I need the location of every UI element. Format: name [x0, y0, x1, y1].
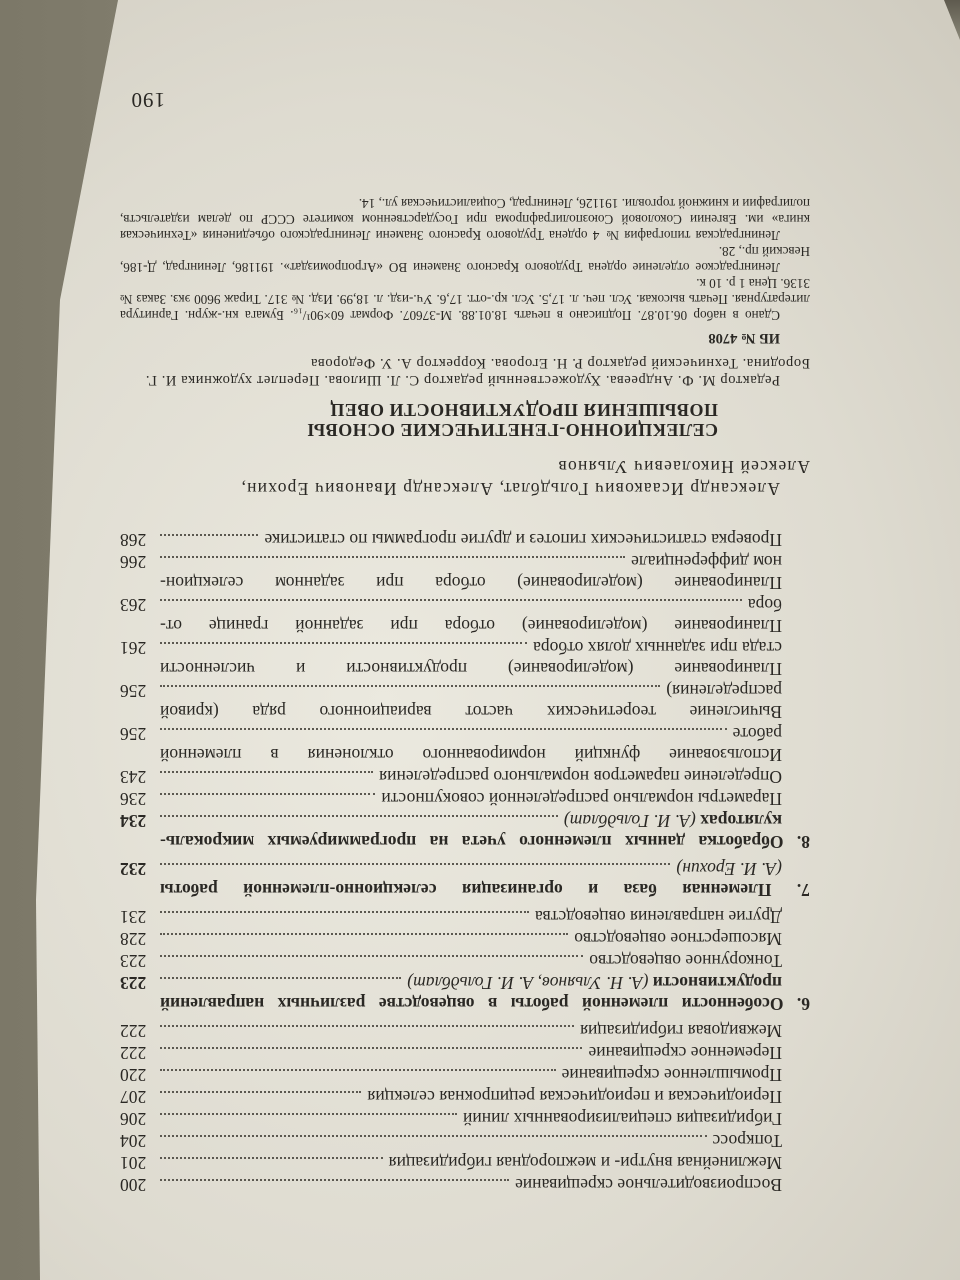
toc-entry-title-line-1: Планирование (моделирование) продуктивности и численности — [160, 659, 782, 679]
toc-entry-page: 236 — [120, 789, 147, 809]
toc-chapter-title-line-1: 6. Особенности племенной работы в овцеводстве различных направлений — [160, 994, 810, 1014]
toc-entry-page: 204 — [120, 1131, 147, 1151]
toc-entry-page: 228 — [120, 929, 147, 949]
toc-entry — [120, 906, 810, 927]
toc-entry — [120, 788, 810, 809]
toc-entry-page: 223 — [120, 951, 147, 971]
toc-entry — [120, 723, 810, 765]
toc-entry-title: Межвидовая гибридизация — [580, 1021, 782, 1041]
colophon — [120, 195, 810, 323]
toc-leader-dots — [160, 642, 527, 644]
toc-entry — [120, 1020, 810, 1041]
toc-chapter-title-line-1: 7. Племенная база и организация селекционно-племенной работы — [160, 880, 810, 900]
toc-entry-page: 222 — [120, 1021, 147, 1041]
toc-entry — [120, 637, 810, 679]
toc-entry — [120, 1064, 810, 1085]
toc-entry-title: Определение параметров нормального распределения — [379, 767, 782, 787]
toc-entry-line-2 — [120, 723, 810, 744]
toc-chapter-line-2 — [120, 858, 810, 879]
colophon-paragraph: Сдано в набор 06.10.87. Подписано в печать 18.01.88. М-37607. Формат 60×90¹/₁₆. Бумага кн.-журн. Гарнитура литературная. Печать высокая. Усл. печ. л. 17,5. Усл. кр.-отт. 17,6. Уч.-изд. л. 18,99. Изд. № 317. Тираж 9600 экз. Заказ № 3136. Цена 1 р. 10 к. — [120, 276, 810, 323]
toc-entry — [120, 1130, 810, 1151]
toc-chapter-title-line-1: 8. Обработка данных племенного учета на программируемых микрокаль- — [160, 832, 810, 852]
toc-chapter-title-line-2: куляторах (А. И. Гольдблат) — [563, 811, 782, 831]
toc-entry-title-line-2: распределения) — [666, 681, 782, 701]
toc-chapter-line-2 — [120, 972, 810, 993]
toc-chapter-title-line-2 — [676, 858, 810, 879]
toc-leader-dots — [160, 728, 727, 730]
toc-leader-dots — [160, 1157, 383, 1159]
toc-entry-title: Топкросс — [712, 1131, 782, 1151]
toc-entry — [120, 680, 810, 722]
toc-entry-title-line-1: Использование функций нормированного отклонения в племенной — [160, 745, 782, 765]
toc-entry — [120, 1108, 810, 1129]
toc-entry-title: Другие направления овцеводства — [534, 907, 782, 927]
toc-leader-dots — [160, 977, 401, 979]
toc-entry-page: 207 — [120, 1087, 147, 1107]
authors-line-2: Алексей Николаевич Ульянов — [557, 457, 810, 477]
toc-chapter-line-2 — [120, 810, 810, 831]
toc-chapter — [120, 972, 810, 1014]
toc-entry-page: 223 — [120, 973, 147, 993]
toc-entry-page: 232 — [120, 859, 147, 879]
toc-leader-dots — [160, 1047, 582, 1049]
toc-entry-page: 256 — [120, 724, 147, 744]
toc-entry — [120, 551, 810, 593]
toc-entry-page: 201 — [120, 1153, 147, 1173]
toc-entry-title-line-1: Планирование (моделирование) отбора при заданном селекцион- — [160, 573, 782, 593]
book-title — [120, 400, 718, 440]
toc-entry — [120, 1152, 810, 1173]
toc-entry-title: Переменное скрещивание — [588, 1043, 782, 1063]
book-title-line-1: СЕЛЕКЦИОННО-ГЕНЕТИЧЕСКИЕ ОСНОВЫ — [307, 420, 718, 440]
toc-leader-dots — [160, 1113, 457, 1115]
toc-entry-title: Межлинейная внутри- и межпородная гибридизация — [388, 1153, 782, 1173]
toc-entry-page: 234 — [120, 811, 147, 831]
toc-leader-dots — [160, 771, 373, 773]
toc-entry-title: Проверка статистических гипотез и другие программы по статистике — [264, 530, 782, 550]
toc-entry-title: Мясошерстное овцеводство — [574, 929, 782, 949]
colophon-paragraph: Ленинградское отделение ордена Трудового Красного Знамени ВО «Агропромиздат». 191186, Ленинград, Д-186, Невский пр., 28. — [120, 244, 810, 275]
toc-entry — [120, 950, 810, 971]
toc-leader-dots — [160, 1135, 707, 1137]
toc-entry-title: Периодическая и периодическая реципрокная селекция — [367, 1087, 782, 1107]
toc-leader-dots — [160, 933, 568, 935]
page-number: 190 — [130, 88, 165, 112]
toc-leader-dots — [160, 1179, 509, 1181]
toc-entry-line-2 — [120, 637, 810, 658]
toc-chapter-authors: (А. Н. Ульянов, А. И. Гольдблат) — [407, 973, 649, 993]
authors-line-1: Александр Исаакович Гольдблат, Александр Иванович Ерохин, — [240, 479, 780, 499]
toc-entry-title-line-2: бора — [747, 595, 782, 615]
toc-entry — [120, 1042, 810, 1063]
toc-leader-dots — [160, 556, 625, 558]
toc-entry-title: Промышленное скрещивание — [561, 1065, 782, 1085]
toc-leader-dots — [160, 815, 558, 817]
toc-entry — [120, 594, 810, 636]
toc-leader-dots — [160, 911, 529, 913]
toc-entry-title-line-2: ном дифференциале — [631, 552, 782, 572]
toc-entry-title-line-1: Планирование (моделирование) отбора при заданной границе от- — [160, 616, 782, 636]
toc-entry-page: 261 — [120, 638, 147, 658]
toc-entry-title: Тонкорунное овцеводство — [589, 951, 782, 971]
toc-entry — [120, 766, 810, 787]
toc-chapter-authors: (А. И. Гольдблат) — [563, 811, 696, 831]
toc-chapter — [120, 810, 810, 852]
toc-entry-title: Параметры нормально распределенной совокупности — [381, 789, 782, 809]
toc-leader-dots — [160, 1091, 361, 1093]
toc-entry-page: 200 — [120, 1175, 147, 1195]
colophon-paragraph: Ленинградская типография № 4 ордена Трудового Красного Знамени Ленинградского объединения «Техническая книга» им. Евгении Соколовой Союзполиграфпрома при Государственном комитете СССР по делам издательств, полиграфии и книжной торговли. 191126, Ленинград, Социалистическая ул., 14. — [120, 196, 810, 243]
ib-number: ИБ № 4708 — [708, 330, 780, 346]
toc-entry-title-line-2: стада при заданных долях отбора — [533, 638, 782, 658]
toc-entry-page: 206 — [120, 1109, 147, 1129]
toc-entry — [120, 928, 810, 949]
toc-entry-page: 268 — [120, 530, 147, 550]
toc-entry-line-2 — [120, 594, 810, 615]
toc-entry-line-2 — [120, 680, 810, 701]
toc-leader-dots — [160, 955, 583, 957]
toc-entry-page: 263 — [120, 595, 147, 615]
toc-entry-title-line-2: работе — [732, 724, 782, 744]
toc-entry-title: Гибридизация специализированных линий — [463, 1109, 782, 1129]
toc-leader-dots — [160, 534, 258, 536]
toc-entry — [120, 1086, 810, 1107]
toc-leader-dots — [160, 1069, 556, 1071]
toc-leader-dots — [160, 793, 375, 795]
toc-entry-page: 266 — [120, 552, 147, 572]
toc-entry-title-line-1: Вычисление теоретических частот вариационного ряда (кривой — [160, 702, 782, 722]
toc-leader-dots — [160, 599, 742, 601]
toc-leader-dots — [160, 1025, 574, 1027]
toc-chapter-title-line-2: продуктивности (А. Н. Ульянов, А. И. Гольдблат) — [407, 973, 782, 993]
toc-entry-page: 220 — [120, 1065, 147, 1085]
toc-entry-page: 256 — [120, 681, 147, 701]
book-title-line-2: ПОВЫШЕНИЯ ПРОДУКТИВНОСТИ ОВЕЦ — [329, 400, 718, 420]
authors-block — [120, 456, 810, 500]
table-of-contents — [120, 529, 810, 1195]
toc-leader-dots — [160, 863, 670, 865]
toc-entry — [120, 1174, 810, 1195]
toc-entry — [120, 529, 810, 550]
toc-entry-page: 231 — [120, 907, 147, 927]
toc-entry-line-2 — [120, 551, 810, 572]
toc-entry-title: Воспроизводительное скрещивание — [515, 1175, 782, 1195]
toc-entry-page: 243 — [120, 767, 147, 787]
page-body — [120, 195, 810, 1195]
toc-chapter — [120, 858, 810, 900]
toc-chapter-authors: (А. И. Ерохин) — [676, 859, 782, 879]
toc-entry-page: 222 — [120, 1043, 147, 1063]
editorial-credits: Редактор М. Ф. Андреева. Художественный редактор С. Л. Шилова. Переплет художника И. Г. Бородина. Технический редактор Р. Н. Егорова. Корректор А. У. Федорова — [145, 355, 810, 388]
toc-leader-dots — [160, 685, 660, 687]
